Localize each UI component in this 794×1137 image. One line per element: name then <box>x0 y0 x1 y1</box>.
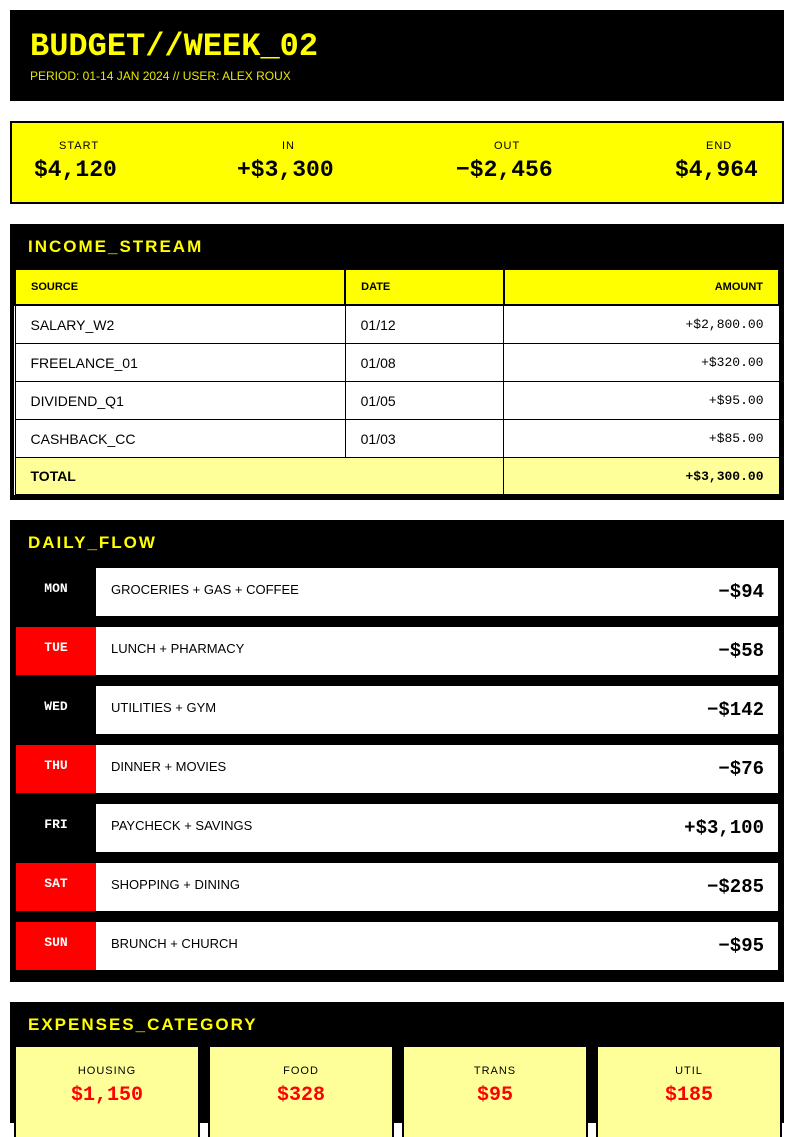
income-header-row <box>15 269 779 305</box>
day-description: PAYCHECK + SAVINGS <box>111 818 253 833</box>
category-label: TRANS <box>473 1065 517 1077</box>
summary-out-value: −$2,456 <box>456 157 553 183</box>
income-date: 01/03 <box>345 420 504 458</box>
summary-in <box>202 123 402 202</box>
day-amount: −$76 <box>718 758 764 780</box>
income-source: FREELANCE_01 <box>15 344 345 382</box>
income-amount: +$95.00 <box>504 382 779 420</box>
day-amount: −$94 <box>718 581 764 603</box>
day-row-fri <box>14 802 780 854</box>
balance-summary <box>10 121 784 204</box>
col-amount: AMOUNT <box>504 269 779 305</box>
expenses-section <box>10 1002 784 1123</box>
page-header <box>10 10 784 101</box>
income-source: DIVIDEND_Q1 <box>15 382 345 420</box>
day-amount: +$3,100 <box>684 817 764 839</box>
income-date: 01/12 <box>345 305 504 344</box>
table-row <box>15 420 779 458</box>
category-value: $1,150 <box>70 1084 143 1107</box>
page-title: BUDGET//WEEK_02 <box>30 28 319 65</box>
day-label: THU <box>16 745 96 793</box>
income-section <box>10 224 784 500</box>
summary-start <box>12 123 212 202</box>
summary-start-value: $4,120 <box>34 157 117 183</box>
category-card-housing <box>14 1047 200 1137</box>
day-amount: −$285 <box>706 876 764 898</box>
day-description: UTILITIES + GYM <box>111 700 217 715</box>
category-card-food <box>208 1047 394 1137</box>
summary-start-label: START <box>59 140 100 152</box>
category-label: FOOD <box>283 1065 319 1077</box>
day-amount: −$58 <box>718 640 764 662</box>
income-section-title: INCOME_STREAM <box>28 237 204 256</box>
summary-in-label: IN <box>282 140 295 152</box>
category-label: UTIL <box>675 1065 703 1077</box>
day-row-tue <box>14 625 780 677</box>
day-label: SUN <box>16 922 96 970</box>
income-amount: +$320.00 <box>504 344 779 382</box>
day-description: DINNER + MOVIES <box>111 759 227 774</box>
day-description: SHOPPING + DINING <box>111 877 240 892</box>
day-label: MON <box>16 568 96 616</box>
summary-out-label: OUT <box>494 140 521 152</box>
income-table <box>14 268 780 495</box>
day-row-mon <box>14 566 780 618</box>
day-row-wed <box>14 684 780 736</box>
daily-flow-section <box>10 520 784 982</box>
summary-end-label: END <box>706 140 733 152</box>
table-row <box>15 382 779 420</box>
table-row <box>15 344 779 382</box>
income-amount: +$85.00 <box>504 420 779 458</box>
income-date: 01/05 <box>345 382 504 420</box>
daily-flow-title: DAILY_FLOW <box>28 533 157 552</box>
category-card-trans <box>402 1047 588 1137</box>
day-amount: −$95 <box>718 935 764 957</box>
category-value: $95 <box>476 1084 513 1107</box>
summary-end-value: $4,964 <box>675 157 758 183</box>
summary-in-value: +$3,300 <box>237 157 334 183</box>
day-description: LUNCH + PHARMACY <box>111 641 245 656</box>
day-description: BRUNCH + CHURCH <box>111 936 238 951</box>
income-date: 01/08 <box>345 344 504 382</box>
page-subtitle: PERIOD: 01-14 JAN 2024 // USER: ALEX ROUX <box>30 69 291 83</box>
income-source: CASHBACK_CC <box>15 420 345 458</box>
category-label: HOUSING <box>77 1065 137 1077</box>
day-amount: −$142 <box>706 699 764 721</box>
category-value: $185 <box>664 1084 713 1107</box>
income-total-amount: +$3,300.00 <box>504 458 779 495</box>
day-label: FRI <box>16 804 96 852</box>
category-card-util <box>596 1047 782 1137</box>
day-label: TUE <box>16 627 96 675</box>
table-row <box>15 305 779 344</box>
day-row-sat <box>14 861 780 913</box>
day-row-sun <box>14 920 780 972</box>
day-description: GROCERIES + GAS + COFFEE <box>111 582 299 597</box>
day-row-thu <box>14 743 780 795</box>
day-label: SAT <box>16 863 96 911</box>
col-source: SOURCE <box>15 269 345 305</box>
category-value: $328 <box>276 1084 325 1107</box>
day-label: WED <box>16 686 96 734</box>
income-source: SALARY_W2 <box>15 305 345 344</box>
col-date: DATE <box>345 269 504 305</box>
expenses-section-title: EXPENSES_CATEGORY <box>28 1015 258 1034</box>
income-total-label: TOTAL <box>15 458 504 495</box>
income-amount: +$2,800.00 <box>504 305 779 344</box>
summary-end <box>582 123 782 202</box>
income-total-row <box>15 458 779 495</box>
